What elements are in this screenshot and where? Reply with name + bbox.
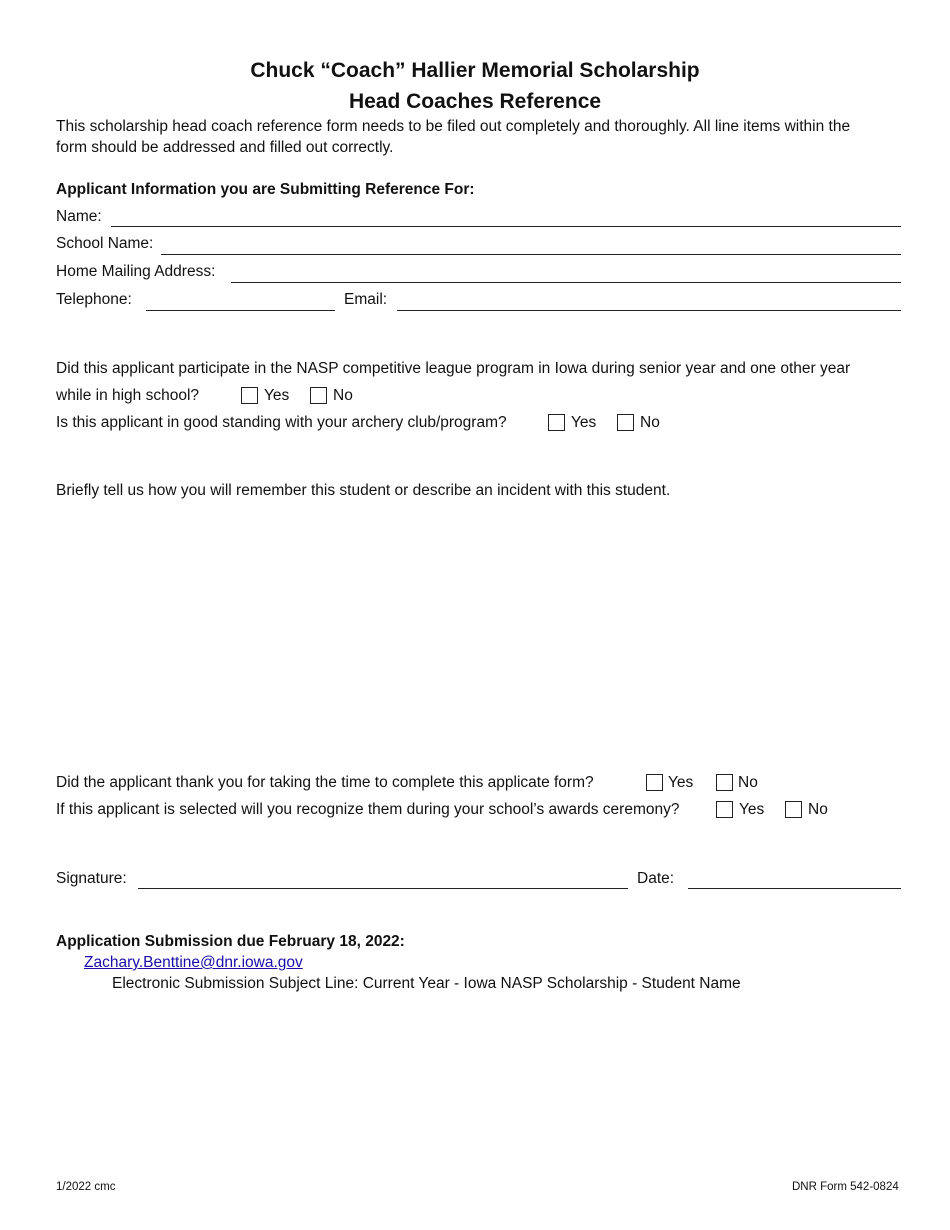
question-nasp-participation: Did this applicant participate in the NASP competitive league program in Iowa during senior year and one other year [56, 360, 851, 377]
intro-text-line2: form should be addressed and filled out correctly. [56, 139, 394, 156]
question-good-standing: Is this applicant in good standing with your archery club/program? [56, 414, 507, 431]
signature-label: Signature: [56, 870, 127, 887]
standing-yes-label: Yes [571, 414, 597, 431]
form-title-line1: Chuck “Coach” Hallier Memorial Scholarship [250, 59, 700, 82]
thanked-no-label: No [738, 774, 758, 791]
date-input[interactable] [688, 870, 901, 889]
footer-revision: 1/2022 cmc [56, 1181, 116, 1193]
question-applicant-thanked: Did the applicant thank you for taking the time to complete this applicate form? [56, 774, 594, 791]
email-input[interactable] [397, 292, 901, 311]
submission-subject-line: Electronic Submission Subject Line: Current Year - Iowa NASP Scholarship - Student Name [112, 975, 741, 992]
school-name-label: School Name: [56, 235, 154, 252]
form-title-line2: Head Coaches Reference [348, 90, 602, 113]
thanked-yes-label: Yes [668, 774, 694, 791]
nasp-no-checkbox[interactable] [310, 387, 327, 404]
thanked-no-checkbox[interactable] [716, 774, 733, 791]
name-label: Name: [56, 208, 102, 225]
question-remember-student: Briefly tell us how you will remember this student or describe an incident with this student. [56, 482, 671, 499]
standing-yes-checkbox[interactable] [548, 414, 565, 431]
remember-student-textarea[interactable] [56, 510, 906, 754]
telephone-input[interactable] [146, 292, 335, 311]
signature-input[interactable] [138, 870, 628, 889]
recognize-yes-label: Yes [739, 801, 765, 818]
question-nasp-participation-cont: while in high school? [56, 387, 200, 404]
school-name-input[interactable] [161, 236, 901, 255]
recognize-no-checkbox[interactable] [785, 801, 802, 818]
standing-no-checkbox[interactable] [617, 414, 634, 431]
intro-text-line1: This scholarship head coach reference form needs to be filed out completely and thoroughly. All line items within the [56, 118, 851, 135]
thanked-yes-checkbox[interactable] [646, 774, 663, 791]
footer-form-number: DNR Form 542-0824 [792, 1181, 899, 1193]
recognize-no-label: No [808, 801, 828, 818]
submission-heading: Application Submission due February 18, 2022: [56, 933, 405, 950]
name-input[interactable] [111, 208, 901, 227]
recognize-yes-checkbox[interactable] [716, 801, 733, 818]
standing-no-label: No [640, 414, 660, 431]
date-label: Date: [637, 870, 675, 887]
telephone-label: Telephone: [56, 291, 132, 308]
submission-email-link[interactable]: Zachary.Benttine@dnr.iowa.gov [84, 954, 303, 971]
nasp-yes-label: Yes [264, 387, 290, 404]
question-awards-recognition: If this applicant is selected will you recognize them during your school’s awards ceremony? [56, 801, 680, 818]
nasp-no-label: No [333, 387, 353, 404]
home-address-label: Home Mailing Address: [56, 263, 216, 280]
applicant-section-heading: Applicant Information you are Submitting Reference For: [56, 181, 475, 198]
email-label: Email: [344, 291, 388, 308]
home-address-input[interactable] [231, 264, 901, 283]
nasp-yes-checkbox[interactable] [241, 387, 258, 404]
